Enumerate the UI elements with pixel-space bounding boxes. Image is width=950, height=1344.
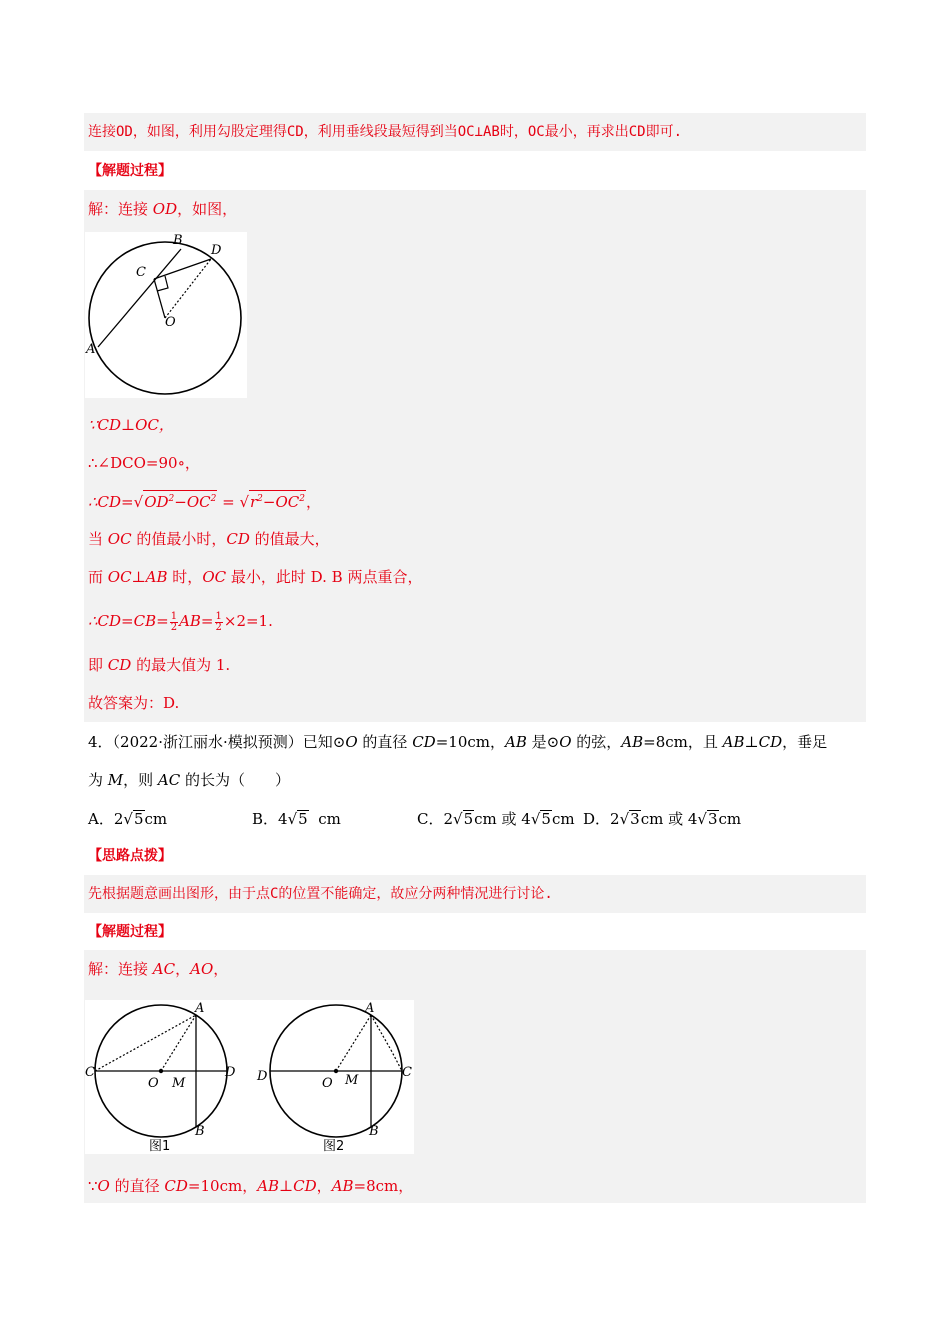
- fig2-label-A: A: [365, 1001, 375, 1016]
- fig2-label-M: M: [345, 1073, 359, 1088]
- fig2-label-C: C: [402, 1065, 412, 1080]
- fig1-label-O: O: [148, 1076, 159, 1091]
- fig1-label-A: A: [195, 1001, 205, 1016]
- fig1-label-M: M: [172, 1076, 186, 1091]
- fig1-label-C: C: [85, 1065, 95, 1080]
- chord-AB: [98, 249, 181, 347]
- fig1-label-B: B: [195, 1124, 205, 1139]
- label-D: D: [211, 243, 222, 258]
- sol1-step5: 而 OC⊥AB 时，OC 最小，此时 D. B 两点重合，: [88, 568, 423, 586]
- sol1-step3: $\therefore CD=√OD^2-OC^2 = √r^2-OC^2$，: [88, 490, 321, 512]
- sol1-step1: ∵CD⊥OC，: [88, 416, 174, 434]
- sol2-line1: 解：连接 AC，AO，: [88, 960, 229, 978]
- label-B: B: [173, 233, 183, 248]
- fig2-label-O: O: [322, 1076, 333, 1091]
- figure-case-2: [256, 1001, 412, 1154]
- process-title: 【解题过程】: [88, 163, 172, 179]
- fig1-caption: 图1: [149, 1139, 171, 1154]
- sol1-step6: ∴CD=CB= $\frac{1}{2}$ AB= $\frac{1}{2}$ ×2=1.: [88, 610, 273, 633]
- right-angle-mark: [157, 276, 168, 291]
- sol1-step4: 当 OC 的值最小时，CD 的值最大，: [88, 530, 330, 548]
- fig2-caption: 图2: [323, 1139, 345, 1154]
- process-title-2: 【解题过程】: [88, 924, 172, 940]
- sol1-step7: 即 CD 的最大值为 1.: [88, 656, 231, 674]
- option-a[interactable]: A．2√5cm: [88, 810, 168, 828]
- q4-line2: 为 M，则 AC 的长为（ ）: [88, 771, 291, 789]
- q4-line1: 4．（2022·浙江丽水·模拟预测）已知⊙O 的直径 CD=10cm，AB 是⊙O 的弦，AB=8cm，且 AB⊥CD，垂足: [88, 733, 828, 751]
- label-A: A: [86, 342, 96, 357]
- fig1-label-D: D: [225, 1065, 236, 1080]
- option-d[interactable]: D．2√3cm 或 4√3cm: [583, 810, 742, 828]
- hint-text: 先根据题意画出图形，由于点C的位置不能确定，故应分两种情况进行讨论.: [88, 886, 553, 902]
- fig2-label-B: B: [369, 1124, 379, 1139]
- figure-two-cases: [85, 1000, 414, 1154]
- hint-title: 【思路点拨】: [88, 848, 172, 864]
- figure-chord-circle: [85, 232, 247, 398]
- fig2-label-D: D: [257, 1069, 268, 1084]
- label-O: O: [165, 315, 176, 330]
- intro-text: 连接OD，如图，利用勾股定理得CD，利用垂线段最短得到当OC⊥AB时，OC最小，再求出CD即可.: [88, 124, 682, 140]
- label-C: C: [136, 265, 146, 280]
- option-b[interactable]: B．4√5 cm: [252, 810, 341, 828]
- sol1-line1: 解：连接 OD，如图，: [88, 200, 238, 218]
- segment-OC: [154, 279, 165, 318]
- sol1-answer: 故答案为：D.: [88, 694, 180, 712]
- sol1-step2: ∴∠DCO=90∘，: [88, 454, 200, 472]
- segment-OD: [165, 259, 211, 318]
- sol2-last-line: ∵O 的直径 CD=10cm，AB⊥CD，AB=8cm，: [88, 1177, 414, 1195]
- figure-case-1: [85, 1001, 236, 1154]
- option-c[interactable]: C．2√5cm 或 4√5cm: [417, 810, 575, 828]
